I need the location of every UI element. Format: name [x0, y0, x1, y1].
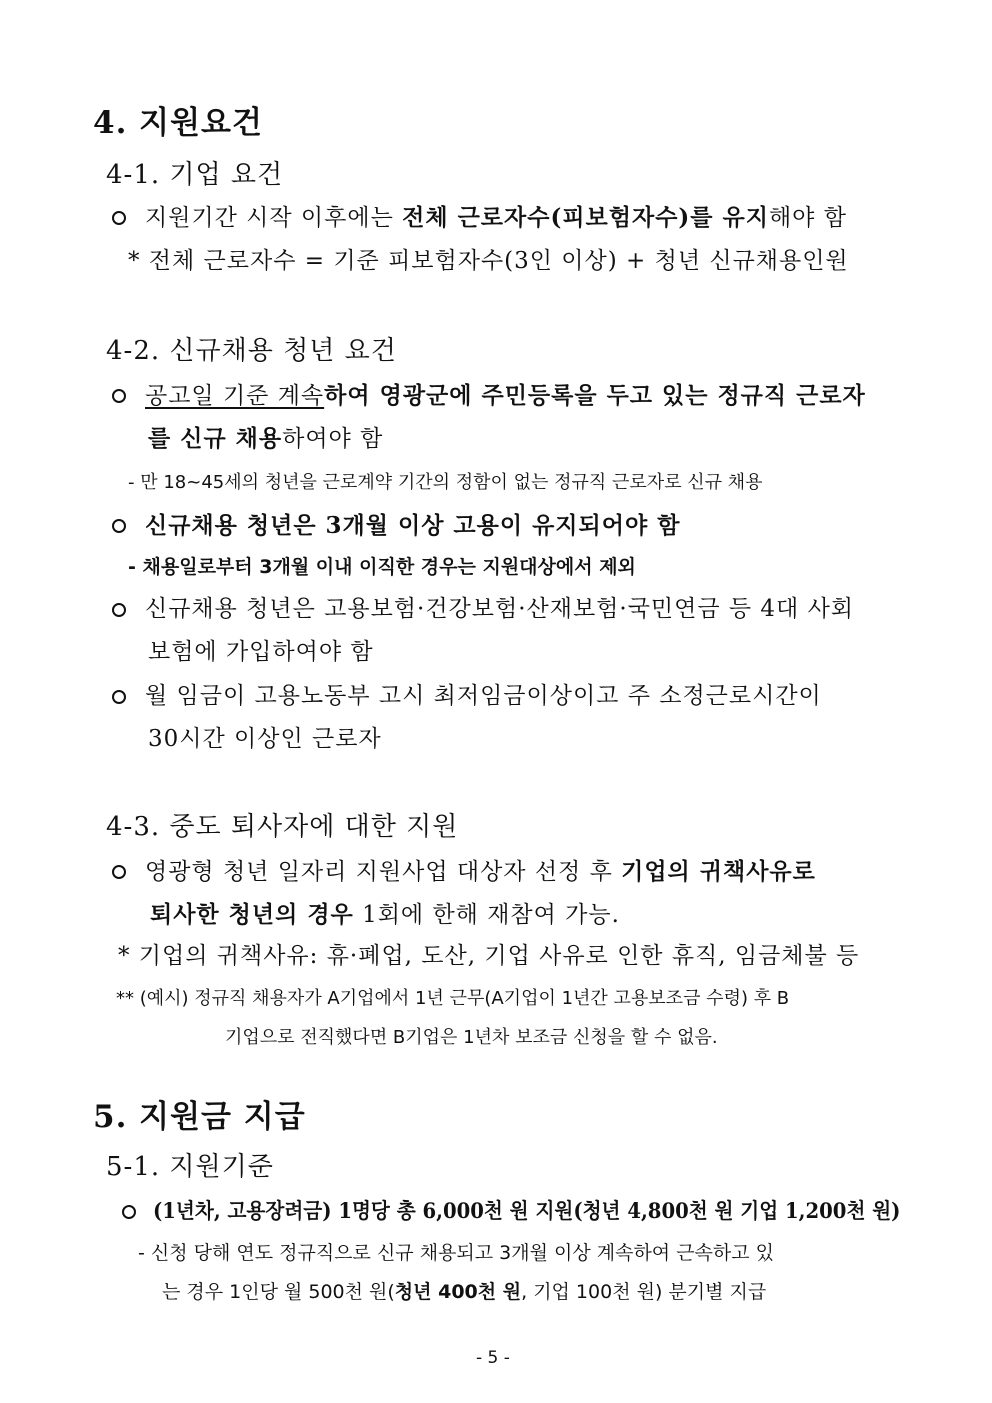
support-criteria-item: (1년차, 고용장려금) 1명당 총 6,000천 원 지원(청년 4,800천 원 기업 1,200천 원) [153, 1198, 901, 1223]
section-4-1-heading: 4-1. 기업 요건 [106, 160, 284, 190]
section-4-heading: 4. 지원요건 [93, 105, 263, 141]
requirement-4-2-item1-line2: 를 신규 채용하여야 함 [148, 425, 384, 452]
requirement-4-2-item1-detail: - 만 18~45세의 청년을 근로계약 기간의 정함이 없는 정규직 근로자로 신규 채용 [128, 472, 763, 493]
bullet-circle-icon [112, 865, 126, 879]
requirement-4-2-item3-line1: 신규채용 청년은 고용보험·건강보험·산재보험·국민연금 등 4대 사회 [145, 596, 855, 622]
requirement-4-1-item: 지원기간 시작 이후에는 전체 근로자수(피보험자수)를 유지해야 함 [145, 204, 847, 231]
requirement-4-3-note2-line2: 기업으로 전직했다면 B기업은 1년차 보조금 신청을 할 수 없음. [225, 1027, 718, 1048]
bullet-circle-icon [122, 1205, 136, 1219]
requirement-4-2-item2-detail: - 채용일로부터 3개월 이내 이직한 경우는 지원대상에서 제외 [128, 556, 636, 578]
requirement-4-3-item1-line1: 영광형 청년 일자리 지원사업 대상자 선정 후 기업의 귀책사유로 [145, 858, 816, 885]
requirement-4-2-item3-line2: 보험에 가입하여야 함 [148, 639, 374, 665]
support-criteria-detail-line2: 는 경우 1인당 월 500천 원(청년 400천 원, 기업 100천 원) 분기별 지급 [162, 1281, 767, 1303]
requirement-4-2-item4-line2: 30시간 이상인 근로자 [148, 726, 382, 752]
requirement-4-3-item1-line2: 퇴사한 청년의 경우 1회에 한해 재참여 가능. [150, 901, 620, 928]
section-4-2-heading: 4-2. 신규채용 청년 요건 [106, 336, 397, 366]
page-number: - 5 - [476, 1348, 510, 1368]
requirement-4-2-item1-line1: 공고일 기준 계속하여 영광군에 주민등록을 두고 있는 정규직 근로자 [145, 382, 866, 409]
bullet-circle-icon [112, 211, 126, 225]
section-5-heading: 5. 지원금 지급 [93, 1099, 306, 1135]
requirement-4-2-item2: 신규채용 청년은 3개월 이상 고용이 유지되어야 함 [145, 512, 681, 539]
requirement-4-3-note1: * 기업의 귀책사유: 휴·폐업, 도산, 기업 사유로 인한 휴직, 임금체불 등 [118, 943, 860, 969]
bullet-circle-icon [112, 690, 126, 704]
section-5-1-heading: 5-1. 지원기준 [106, 1152, 274, 1182]
bullet-circle-icon [112, 519, 126, 533]
requirement-4-1-note: * 전체 근로자수 = 기준 피보험자수(3인 이상) + 청년 신규채용인원 [128, 248, 849, 274]
requirement-4-3-note2-line1: ** (예시) 정규직 채용자가 A기업에서 1년 근무(A기업이 1년간 고용보조금 수령) 후 B [116, 988, 790, 1009]
bullet-circle-icon [112, 389, 126, 403]
requirement-4-2-item4-line1: 월 임금이 고용노동부 고시 최저임금이상이고 주 소정근로시간이 [145, 683, 822, 709]
bullet-circle-icon [112, 603, 126, 617]
support-criteria-detail-line1: - 신청 당해 연도 정규직으로 신규 채용되고 3개월 이상 계속하여 근속하고 있 [138, 1242, 775, 1264]
section-4-3-heading: 4-3. 중도 퇴사자에 대한 지원 [106, 812, 459, 842]
